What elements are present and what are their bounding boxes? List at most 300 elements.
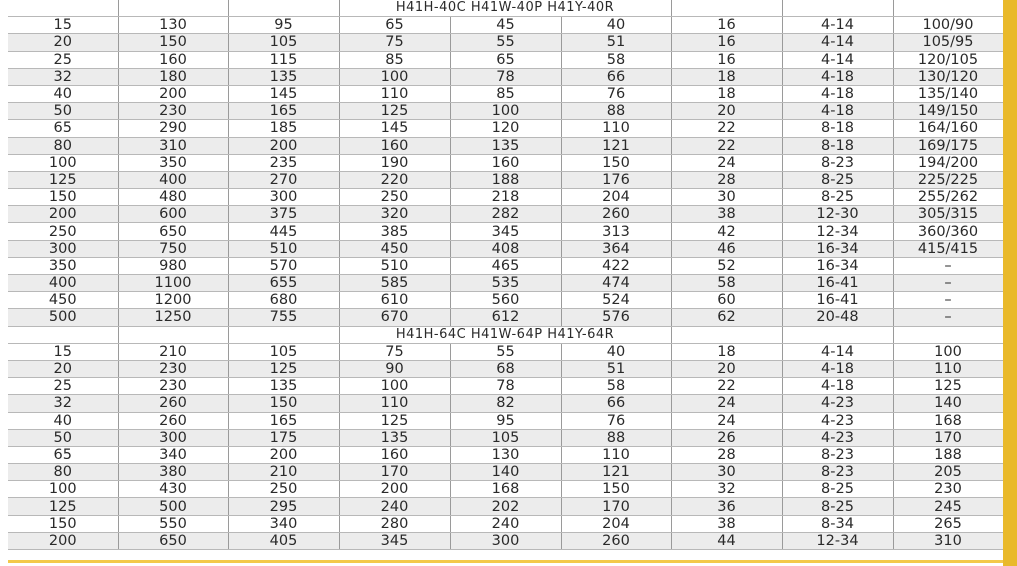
table-cell: 4-14 xyxy=(782,51,893,68)
table-cell: 15 xyxy=(8,17,118,34)
table-cell: 200 xyxy=(118,85,228,102)
table-cell: 125 xyxy=(893,378,1003,395)
table-cell: 105 xyxy=(450,429,561,446)
table-cell: 160 xyxy=(339,137,450,154)
table-cell: 82 xyxy=(450,395,561,412)
dimension-table-sheet xyxy=(8,0,1003,550)
table-cell: 300 xyxy=(8,240,118,257)
table-cell: 66 xyxy=(561,395,671,412)
table-cell: 28 xyxy=(671,171,782,188)
table-cell: 8-25 xyxy=(782,189,893,206)
table-cell: 160 xyxy=(118,51,228,68)
table-cell: 100 xyxy=(339,378,450,395)
table-cell: 20 xyxy=(671,360,782,377)
table-cell: 50 xyxy=(8,103,118,120)
table-row xyxy=(8,51,1003,68)
table-cell: 65 xyxy=(8,446,118,463)
table-cell: 345 xyxy=(450,223,561,240)
table-cell: 168 xyxy=(450,481,561,498)
table-cell: 360/360 xyxy=(893,223,1003,240)
table-cell: 150 xyxy=(118,34,228,51)
table-cell: 28 xyxy=(671,446,782,463)
table-row xyxy=(8,240,1003,257)
table-cell: 8-25 xyxy=(782,171,893,188)
table-cell: 300 xyxy=(228,189,339,206)
table-cell: 20-48 xyxy=(782,309,893,326)
table-cell: 38 xyxy=(671,206,782,223)
table-cell: 30 xyxy=(671,189,782,206)
table-cell: 76 xyxy=(561,412,671,429)
table-cell: 44 xyxy=(671,532,782,549)
table-cell: 230 xyxy=(118,360,228,377)
table-cell: 235 xyxy=(228,154,339,171)
table-cell: 42 xyxy=(671,223,782,240)
table-cell: 24 xyxy=(671,395,782,412)
table-cell: 188 xyxy=(893,446,1003,463)
section-header-spacer xyxy=(8,0,118,17)
table-cell: 145 xyxy=(339,120,450,137)
table-cell: 576 xyxy=(561,309,671,326)
table-cell: 450 xyxy=(8,292,118,309)
table-row xyxy=(8,223,1003,240)
table-cell: 450 xyxy=(339,240,450,257)
table-cell: 585 xyxy=(339,275,450,292)
table-row xyxy=(8,429,1003,446)
table-cell: 150 xyxy=(561,154,671,171)
table-cell: 170 xyxy=(893,429,1003,446)
table-cell: 36 xyxy=(671,498,782,515)
table-cell: 295 xyxy=(228,498,339,515)
table-cell: 176 xyxy=(561,171,671,188)
table-row xyxy=(8,206,1003,223)
table-cell: 40 xyxy=(8,85,118,102)
section-header-spacer xyxy=(228,326,339,343)
table-cell: 105 xyxy=(228,343,339,360)
table-cell: 150 xyxy=(561,481,671,498)
table-cell: 22 xyxy=(671,378,782,395)
table-cell: 650 xyxy=(118,223,228,240)
table-cell: 16-34 xyxy=(782,257,893,274)
table-cell: 12-34 xyxy=(782,223,893,240)
table-cell: 570 xyxy=(228,257,339,274)
table-cell: 160 xyxy=(339,446,450,463)
table-cell: 250 xyxy=(8,223,118,240)
table-cell: 230 xyxy=(118,378,228,395)
table-row xyxy=(8,498,1003,515)
table-cell: 16 xyxy=(671,34,782,51)
table-cell: 32 xyxy=(8,395,118,412)
table-cell: 170 xyxy=(561,498,671,515)
table-cell: 245 xyxy=(893,498,1003,515)
table-cell: 188 xyxy=(450,171,561,188)
table-cell: 85 xyxy=(339,51,450,68)
table-cell: 18 xyxy=(671,85,782,102)
dimension-table-body xyxy=(8,0,1003,550)
table-cell: 20 xyxy=(8,360,118,377)
table-cell: 260 xyxy=(118,395,228,412)
table-cell: 40 xyxy=(561,17,671,34)
table-cell: 280 xyxy=(339,515,450,532)
table-cell: 4-14 xyxy=(782,343,893,360)
table-row xyxy=(8,532,1003,549)
table-cell: 202 xyxy=(450,498,561,515)
table-cell: 500 xyxy=(118,498,228,515)
table-cell: 51 xyxy=(561,360,671,377)
table-cell: 510 xyxy=(228,240,339,257)
table-cell: 58 xyxy=(561,378,671,395)
table-cell: 90 xyxy=(339,360,450,377)
table-row xyxy=(8,464,1003,481)
table-cell: 100 xyxy=(339,68,450,85)
table-cell: 250 xyxy=(339,189,450,206)
dimension-table xyxy=(8,0,1004,550)
table-cell: 140 xyxy=(893,395,1003,412)
table-cell: 120/105 xyxy=(893,51,1003,68)
table-cell: 165 xyxy=(228,103,339,120)
table-cell: 65 xyxy=(450,51,561,68)
table-cell: 88 xyxy=(561,103,671,120)
table-cell: 22 xyxy=(671,137,782,154)
table-cell: 164/160 xyxy=(893,120,1003,137)
table-cell: 66 xyxy=(561,68,671,85)
table-cell: 755 xyxy=(228,309,339,326)
table-cell: 78 xyxy=(450,378,561,395)
table-cell: 305/315 xyxy=(893,206,1003,223)
table-cell: 168 xyxy=(893,412,1003,429)
table-cell: 200 xyxy=(339,481,450,498)
table-cell: 125 xyxy=(339,412,450,429)
table-cell: 524 xyxy=(561,292,671,309)
table-cell: 32 xyxy=(671,481,782,498)
table-cell: 76 xyxy=(561,85,671,102)
table-cell: 8-18 xyxy=(782,137,893,154)
table-cell: 4-23 xyxy=(782,412,893,429)
table-cell: 125 xyxy=(8,171,118,188)
table-cell: 194/200 xyxy=(893,154,1003,171)
section-header-spacer xyxy=(782,0,893,17)
table-cell: 8-25 xyxy=(782,481,893,498)
section-header-spacer xyxy=(893,326,1003,343)
table-cell: 200 xyxy=(8,532,118,549)
table-cell: 474 xyxy=(561,275,671,292)
table-cell: 320 xyxy=(339,206,450,223)
table-cell: 32 xyxy=(8,68,118,85)
table-cell: 350 xyxy=(8,257,118,274)
table-cell: 400 xyxy=(8,275,118,292)
table-cell: 105 xyxy=(228,34,339,51)
table-cell: 135 xyxy=(450,137,561,154)
table-cell: 38 xyxy=(671,515,782,532)
table-cell: 120 xyxy=(450,120,561,137)
table-cell: 255/262 xyxy=(893,189,1003,206)
table-cell: 130 xyxy=(118,17,228,34)
table-cell: 200 xyxy=(228,137,339,154)
table-row xyxy=(8,189,1003,206)
table-row xyxy=(8,34,1003,51)
table-cell: 121 xyxy=(561,137,671,154)
table-cell: 45 xyxy=(450,17,561,34)
table-cell: 500 xyxy=(8,309,118,326)
table-cell: 535 xyxy=(450,275,561,292)
table-cell: 169/175 xyxy=(893,137,1003,154)
table-cell: 430 xyxy=(118,481,228,498)
table-cell: 68 xyxy=(450,360,561,377)
table-cell: 62 xyxy=(671,309,782,326)
table-row xyxy=(8,343,1003,360)
table-cell: 75 xyxy=(339,34,450,51)
section-header-row xyxy=(8,326,1003,343)
table-cell: 218 xyxy=(450,189,561,206)
section-header-spacer xyxy=(118,0,228,17)
section-header-spacer xyxy=(228,0,339,17)
table-row xyxy=(8,360,1003,377)
table-cell: 445 xyxy=(228,223,339,240)
table-cell: 4-14 xyxy=(782,34,893,51)
table-cell: 260 xyxy=(561,206,671,223)
table-cell: 110 xyxy=(339,395,450,412)
table-cell: 230 xyxy=(118,103,228,120)
table-cell: 100 xyxy=(893,343,1003,360)
table-cell: 612 xyxy=(450,309,561,326)
table-cell: 58 xyxy=(561,51,671,68)
table-cell: 149/150 xyxy=(893,103,1003,120)
table-cell: 405 xyxy=(228,532,339,549)
table-cell: 210 xyxy=(228,464,339,481)
section-model-header: H41H-40C H41W-40P H41Y-40R xyxy=(339,0,671,17)
table-cell: 150 xyxy=(8,189,118,206)
table-cell: 150 xyxy=(8,515,118,532)
table-cell: 4-23 xyxy=(782,429,893,446)
table-cell: 422 xyxy=(561,257,671,274)
table-cell: 50 xyxy=(8,429,118,446)
table-cell: 4-18 xyxy=(782,68,893,85)
table-cell: – xyxy=(893,292,1003,309)
table-cell: 40 xyxy=(8,412,118,429)
table-cell: 40 xyxy=(561,343,671,360)
table-cell: 204 xyxy=(561,189,671,206)
table-cell: 16 xyxy=(671,17,782,34)
table-cell: 4-18 xyxy=(782,103,893,120)
table-cell: 364 xyxy=(561,240,671,257)
table-cell: 65 xyxy=(339,17,450,34)
table-cell: 210 xyxy=(118,343,228,360)
table-cell: 750 xyxy=(118,240,228,257)
table-cell: 1100 xyxy=(118,275,228,292)
table-cell: 400 xyxy=(118,171,228,188)
table-row xyxy=(8,120,1003,137)
table-cell: 20 xyxy=(671,103,782,120)
table-cell: 230 xyxy=(893,481,1003,498)
section-model-header: H41H-64C H41W-64P H41Y-64R xyxy=(339,326,671,343)
table-row xyxy=(8,446,1003,463)
table-cell: 75 xyxy=(339,343,450,360)
table-row xyxy=(8,481,1003,498)
table-cell: 345 xyxy=(339,532,450,549)
table-cell: 310 xyxy=(118,137,228,154)
table-cell: – xyxy=(893,275,1003,292)
table-cell: 100 xyxy=(8,481,118,498)
table-cell: 380 xyxy=(118,464,228,481)
table-cell: 25 xyxy=(8,378,118,395)
table-cell: 15 xyxy=(8,343,118,360)
table-cell: 125 xyxy=(228,360,339,377)
table-cell: 175 xyxy=(228,429,339,446)
section-header-spacer xyxy=(8,326,118,343)
table-cell: 16-41 xyxy=(782,292,893,309)
table-cell: 55 xyxy=(450,34,561,51)
table-cell: 16 xyxy=(671,51,782,68)
table-cell: 121 xyxy=(561,464,671,481)
table-cell: 22 xyxy=(671,120,782,137)
table-row xyxy=(8,103,1003,120)
table-cell: 415/415 xyxy=(893,240,1003,257)
table-cell: 8-18 xyxy=(782,120,893,137)
table-row xyxy=(8,137,1003,154)
table-cell: 510 xyxy=(339,257,450,274)
table-cell: 150 xyxy=(228,395,339,412)
table-cell: 24 xyxy=(671,154,782,171)
table-cell: 16-41 xyxy=(782,275,893,292)
table-row xyxy=(8,515,1003,532)
table-cell: 670 xyxy=(339,309,450,326)
table-cell: 680 xyxy=(228,292,339,309)
table-cell: 1250 xyxy=(118,309,228,326)
table-cell: 205 xyxy=(893,464,1003,481)
table-cell: 180 xyxy=(118,68,228,85)
table-cell: 100/90 xyxy=(893,17,1003,34)
table-cell: 46 xyxy=(671,240,782,257)
table-cell: – xyxy=(893,309,1003,326)
table-row xyxy=(8,395,1003,412)
section-header-spacer xyxy=(782,326,893,343)
table-cell: 270 xyxy=(228,171,339,188)
section-header-spacer xyxy=(671,326,782,343)
table-cell: 1200 xyxy=(118,292,228,309)
table-cell: 240 xyxy=(339,498,450,515)
table-row xyxy=(8,171,1003,188)
table-row xyxy=(8,412,1003,429)
table-cell: 560 xyxy=(450,292,561,309)
table-cell: 26 xyxy=(671,429,782,446)
table-cell: 125 xyxy=(8,498,118,515)
table-cell: 145 xyxy=(228,85,339,102)
table-cell: 52 xyxy=(671,257,782,274)
table-cell: 110 xyxy=(339,85,450,102)
table-cell: 58 xyxy=(671,275,782,292)
table-cell: 408 xyxy=(450,240,561,257)
table-cell: 220 xyxy=(339,171,450,188)
table-cell: 4-18 xyxy=(782,85,893,102)
table-cell: 115 xyxy=(228,51,339,68)
table-cell: 310 xyxy=(893,532,1003,549)
table-cell: 204 xyxy=(561,515,671,532)
table-cell: 610 xyxy=(339,292,450,309)
table-row xyxy=(8,275,1003,292)
table-cell: 88 xyxy=(561,429,671,446)
table-row xyxy=(8,292,1003,309)
table-row xyxy=(8,378,1003,395)
table-row xyxy=(8,154,1003,171)
table-row xyxy=(8,85,1003,102)
table-row xyxy=(8,309,1003,326)
table-cell: 55 xyxy=(450,343,561,360)
table-cell: 4-18 xyxy=(782,378,893,395)
table-row xyxy=(8,17,1003,34)
table-cell: 95 xyxy=(450,412,561,429)
table-cell: 110 xyxy=(893,360,1003,377)
table-cell: 135 xyxy=(228,68,339,85)
table-cell: 100 xyxy=(8,154,118,171)
table-cell: 60 xyxy=(671,292,782,309)
table-cell: 130 xyxy=(450,446,561,463)
table-cell: 300 xyxy=(450,532,561,549)
table-cell: 4-18 xyxy=(782,360,893,377)
table-cell: 200 xyxy=(228,446,339,463)
table-row xyxy=(8,257,1003,274)
section-header-spacer xyxy=(118,326,228,343)
table-cell: 80 xyxy=(8,464,118,481)
table-cell: 655 xyxy=(228,275,339,292)
table-cell: 240 xyxy=(450,515,561,532)
table-cell: 385 xyxy=(339,223,450,240)
table-cell: 12-34 xyxy=(782,532,893,549)
table-bottom-rule xyxy=(8,560,1003,563)
table-cell: 135 xyxy=(228,378,339,395)
table-cell: 260 xyxy=(561,532,671,549)
table-cell: 160 xyxy=(450,154,561,171)
table-cell: 12-30 xyxy=(782,206,893,223)
table-cell: 125 xyxy=(339,103,450,120)
table-cell: 170 xyxy=(339,464,450,481)
table-cell: 110 xyxy=(561,120,671,137)
table-cell: 25 xyxy=(8,51,118,68)
table-cell: 200 xyxy=(8,206,118,223)
table-cell: 140 xyxy=(450,464,561,481)
table-row xyxy=(8,68,1003,85)
table-cell: 78 xyxy=(450,68,561,85)
table-cell: 8-23 xyxy=(782,464,893,481)
table-cell: 265 xyxy=(893,515,1003,532)
table-cell: 165 xyxy=(228,412,339,429)
table-cell: 8-25 xyxy=(782,498,893,515)
table-cell: 18 xyxy=(671,68,782,85)
table-cell: 30 xyxy=(671,464,782,481)
table-cell: 300 xyxy=(118,429,228,446)
table-cell: 20 xyxy=(8,34,118,51)
table-cell: 350 xyxy=(118,154,228,171)
table-cell: 130/120 xyxy=(893,68,1003,85)
table-cell: 650 xyxy=(118,532,228,549)
table-cell: 8-23 xyxy=(782,154,893,171)
table-cell: 190 xyxy=(339,154,450,171)
table-cell: 550 xyxy=(118,515,228,532)
table-cell: 600 xyxy=(118,206,228,223)
section-header-row xyxy=(8,0,1003,17)
table-cell: 8-34 xyxy=(782,515,893,532)
table-cell: 340 xyxy=(228,515,339,532)
table-cell: 185 xyxy=(228,120,339,137)
table-cell: 260 xyxy=(118,412,228,429)
table-cell: 375 xyxy=(228,206,339,223)
table-cell: 135 xyxy=(339,429,450,446)
table-cell: 100 xyxy=(450,103,561,120)
table-cell: 340 xyxy=(118,446,228,463)
table-cell: 465 xyxy=(450,257,561,274)
table-cell: 24 xyxy=(671,412,782,429)
section-header-spacer xyxy=(671,0,782,17)
section-header-spacer xyxy=(893,0,1003,17)
table-cell: 65 xyxy=(8,120,118,137)
